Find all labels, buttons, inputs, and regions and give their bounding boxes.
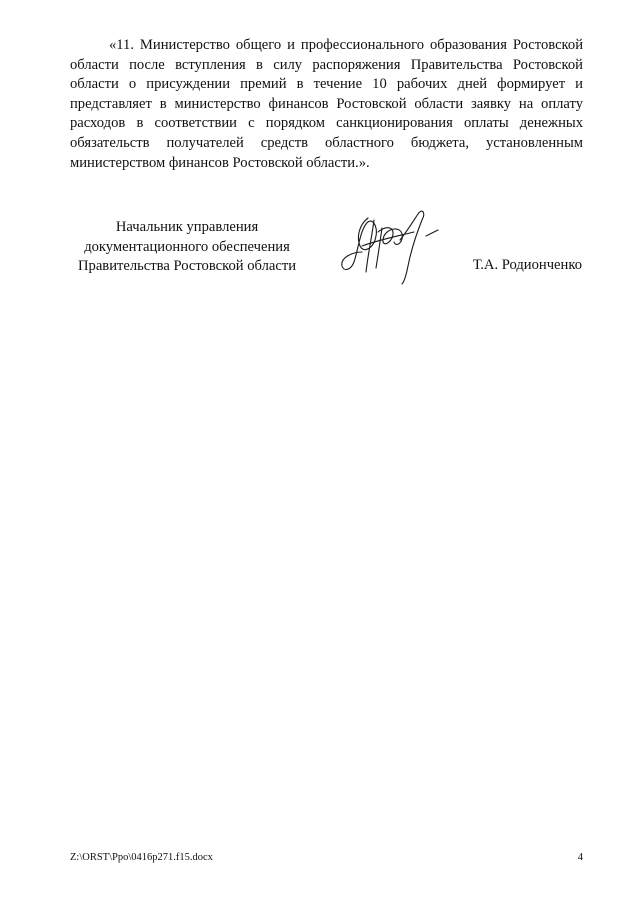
signatory-title-line: Правительства Ростовской области: [77, 258, 297, 275]
signatory-name: Т.А. Родионченко: [472, 257, 582, 273]
signatory-title: [62, 218, 312, 277]
handwritten-signature: [338, 206, 458, 286]
signatory-title-line: Начальник управления: [115, 219, 259, 235]
body-paragraph: «11. Министерство общего и профессионального образования Ростовской области после вступления в силу распоряжения Правительства Ростовской области о присуждении премий в течение 10 рабочих дней формирует и представляет в министерство финансов Ростовской области заявку на оплату расходов в соответствии с порядком санкционирования оплаты денежных обязательств получателей средств областного бюджета, установленным министерством финансов Ростовской области.».: [70, 37, 583, 171]
page-number: 4: [577, 852, 583, 863]
signatory-title-line: документационного обеспечения: [84, 238, 290, 255]
footer-file-path: Z:\ORST\Ppo\0416p271.f15.docx: [70, 852, 213, 863]
